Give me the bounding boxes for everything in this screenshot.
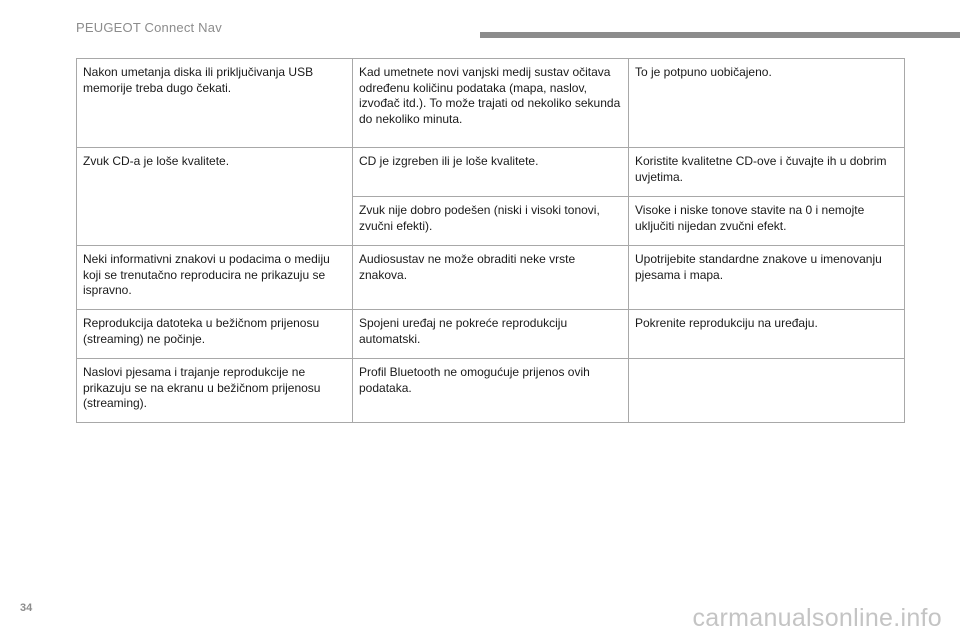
- table-row: [77, 359, 905, 423]
- page-number: 34: [20, 602, 33, 614]
- cause-cell: Profil Bluetooth ne omogućuje prijenos ovih podataka.: [353, 359, 629, 423]
- problem-cell: Nakon umetanja diska ili priključivanja USB memorije treba dugo čekati.: [77, 59, 353, 148]
- cause-cell: Kad umetnete novi vanjski medij sustav očitava određenu količinu podataka (mapa, naslov, izvođač itd.). To može trajati od nekoliko sekunda do nekoliko minuta.: [353, 59, 629, 148]
- solution-cell: [629, 359, 905, 423]
- cause-cell: Spojeni uređaj ne pokreće reprodukciju automatski.: [353, 310, 629, 359]
- problem-cell: Reprodukcija datoteka u bežičnom prijenosu (streaming) ne počinje.: [77, 310, 353, 359]
- problem-cell: Neki informativni znakovi u podacima o mediju koji se trenutačno reproducira ne prikazuju se ispravno.: [77, 246, 353, 310]
- header-divider-bar: [480, 32, 960, 38]
- watermark-text: carmanualsonline.info: [692, 604, 942, 632]
- solution-cell: Pokrenite reprodukciju na uređaju.: [629, 310, 905, 359]
- table-row: [77, 148, 905, 197]
- document-header-title: PEUGEOT Connect Nav: [76, 20, 222, 35]
- table-row: [77, 59, 905, 148]
- table-row: [77, 310, 905, 359]
- solution-cell: To je potpuno uobičajeno.: [629, 59, 905, 148]
- problem-cell: Naslovi pjesama i trajanje reprodukcije ne prikazuju se na ekranu u bežičnom prijenosu (streaming).: [77, 359, 353, 423]
- solution-cell: Koristite kvalitetne CD-ove i čuvajte ih u dobrim uvjetima.: [629, 148, 905, 197]
- table-row: [77, 246, 905, 310]
- solution-cell: Visoke i niske tonove stavite na 0 i nemojte uključiti nijedan zvučni efekt.: [629, 197, 905, 246]
- cause-cell: Audiosustav ne može obraditi neke vrste znakova.: [353, 246, 629, 310]
- troubleshooting-table: [76, 58, 905, 423]
- problem-cell: Zvuk CD-a je loše kvalitete.: [77, 148, 353, 246]
- cause-cell: CD je izgreben ili je loše kvalitete.: [353, 148, 629, 197]
- cause-cell: Zvuk nije dobro podešen (niski i visoki tonovi, zvučni efekti).: [353, 197, 629, 246]
- solution-cell: Upotrijebite standardne znakove u imenovanju pjesama i mapa.: [629, 246, 905, 310]
